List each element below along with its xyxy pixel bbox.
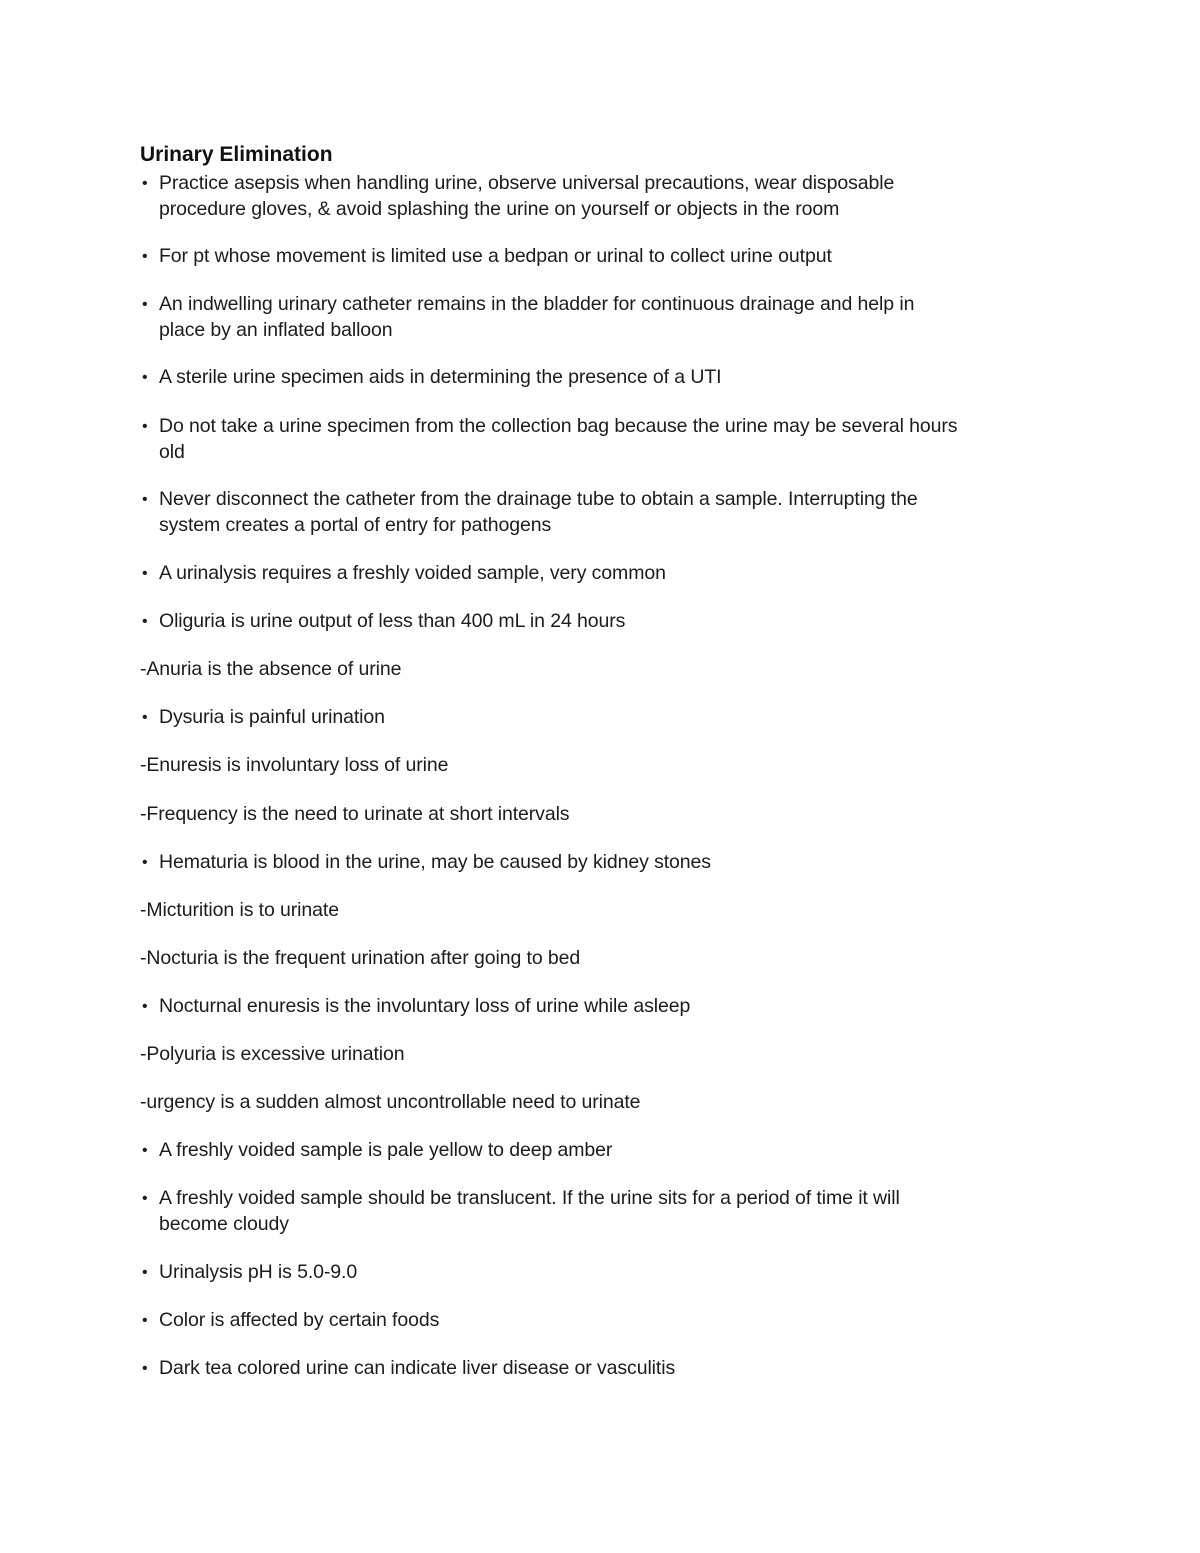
bullet-icon: • bbox=[142, 175, 148, 192]
list-item bbox=[140, 802, 569, 828]
list-item-text: Dark tea colored urine can indicate liver disease or vasculitis bbox=[159, 1357, 676, 1379]
list-item-text: -Polyuria is excessive urination bbox=[140, 1043, 405, 1065]
bullet-icon: • bbox=[142, 248, 148, 265]
list-item bbox=[140, 898, 339, 924]
list-item bbox=[140, 753, 448, 779]
list-item-text: A sterile urine specimen aids in determining the presence of a UTI bbox=[159, 366, 722, 388]
bullet-icon: • bbox=[142, 565, 148, 582]
bullet-icon: • bbox=[142, 1312, 148, 1329]
list-item bbox=[142, 994, 691, 1020]
list-item-text: -Micturition is to urinate bbox=[140, 899, 339, 921]
list-item bbox=[142, 365, 722, 391]
list-item-text: -Frequency is the need to urinate at short intervals bbox=[140, 803, 570, 825]
list-item-text: For pt whose movement is limited use a bedpan or urinal to collect urine output bbox=[159, 245, 832, 267]
list-item-text: become cloudy bbox=[159, 1212, 289, 1235]
list-item-text: Hematuria is blood in the urine, may be caused by kidney stones bbox=[159, 851, 711, 873]
list-item-text: -urgency is a sudden almost uncontrollable need to urinate bbox=[140, 1091, 641, 1113]
list-item-text: Urinalysis pH is 5.0-9.0 bbox=[159, 1261, 358, 1283]
list-item-text: Dysuria is painful urination bbox=[159, 706, 385, 728]
list-item-text: A freshly voided sample should be translucent. If the urine sits for a period of time it will bbox=[159, 1187, 900, 1209]
list-item bbox=[142, 609, 626, 635]
list-item bbox=[142, 1260, 358, 1286]
document-title: Urinary Elimination bbox=[140, 143, 333, 166]
list-item-text: -Anuria is the absence of urine bbox=[140, 658, 402, 680]
bullet-icon: • bbox=[142, 1360, 148, 1377]
bullet-icon: • bbox=[142, 613, 148, 630]
list-item bbox=[142, 244, 832, 270]
list-item-text: Color is affected by certain foods bbox=[159, 1309, 440, 1331]
list-item bbox=[142, 487, 918, 538]
list-item-text: A urinalysis requires a freshly voided sample, very common bbox=[159, 562, 666, 584]
list-item bbox=[142, 850, 711, 876]
list-item bbox=[142, 414, 958, 465]
list-item bbox=[142, 1138, 613, 1164]
bullet-icon: • bbox=[142, 1190, 148, 1207]
bullet-icon: • bbox=[142, 369, 148, 386]
list-item-text: place by an inflated balloon bbox=[159, 318, 393, 341]
list-item bbox=[142, 1308, 440, 1334]
list-item bbox=[142, 561, 666, 587]
list-item-text: Do not take a urine specimen from the collection bag because the urine may be several hours bbox=[159, 415, 958, 437]
list-item bbox=[140, 946, 580, 972]
list-item bbox=[140, 657, 401, 683]
list-item bbox=[142, 292, 915, 343]
bullet-icon: • bbox=[142, 854, 148, 871]
bullet-icon: • bbox=[142, 709, 148, 726]
list-item-text: old bbox=[159, 440, 185, 463]
list-item bbox=[142, 1356, 676, 1382]
bullet-icon: • bbox=[142, 1142, 148, 1159]
list-item-text: An indwelling urinary catheter remains in the bladder for continuous drainage and help in bbox=[159, 293, 915, 315]
list-item-text: Practice asepsis when handling urine, observe universal precautions, wear disposable bbox=[159, 172, 895, 194]
list-item bbox=[142, 1186, 900, 1237]
list-item-text: Oliguria is urine output of less than 400 mL in 24 hours bbox=[159, 610, 626, 632]
bullet-icon: • bbox=[142, 998, 148, 1015]
list-item-text: -Enuresis is involuntary loss of urine bbox=[140, 754, 449, 776]
list-item-text: A freshly voided sample is pale yellow to deep amber bbox=[159, 1139, 613, 1161]
list-item-text: -Nocturia is the frequent urination after going to bed bbox=[140, 947, 581, 969]
list-item-text: Nocturnal enuresis is the involuntary loss of urine while asleep bbox=[159, 995, 691, 1017]
bullet-icon: • bbox=[142, 1264, 148, 1281]
list-item-text: system creates a portal of entry for pathogens bbox=[159, 513, 552, 536]
list-item bbox=[142, 705, 385, 731]
list-item bbox=[142, 171, 895, 222]
bullet-icon: • bbox=[142, 418, 148, 435]
list-item bbox=[140, 1090, 640, 1116]
list-item bbox=[140, 1042, 405, 1068]
list-item-text: procedure gloves, & avoid splashing the urine on yourself or objects in the room bbox=[159, 197, 840, 220]
bullet-icon: • bbox=[142, 296, 148, 313]
bullet-icon: • bbox=[142, 491, 148, 508]
list-item-text: Never disconnect the catheter from the drainage tube to obtain a sample. Interrupting the bbox=[159, 488, 918, 510]
